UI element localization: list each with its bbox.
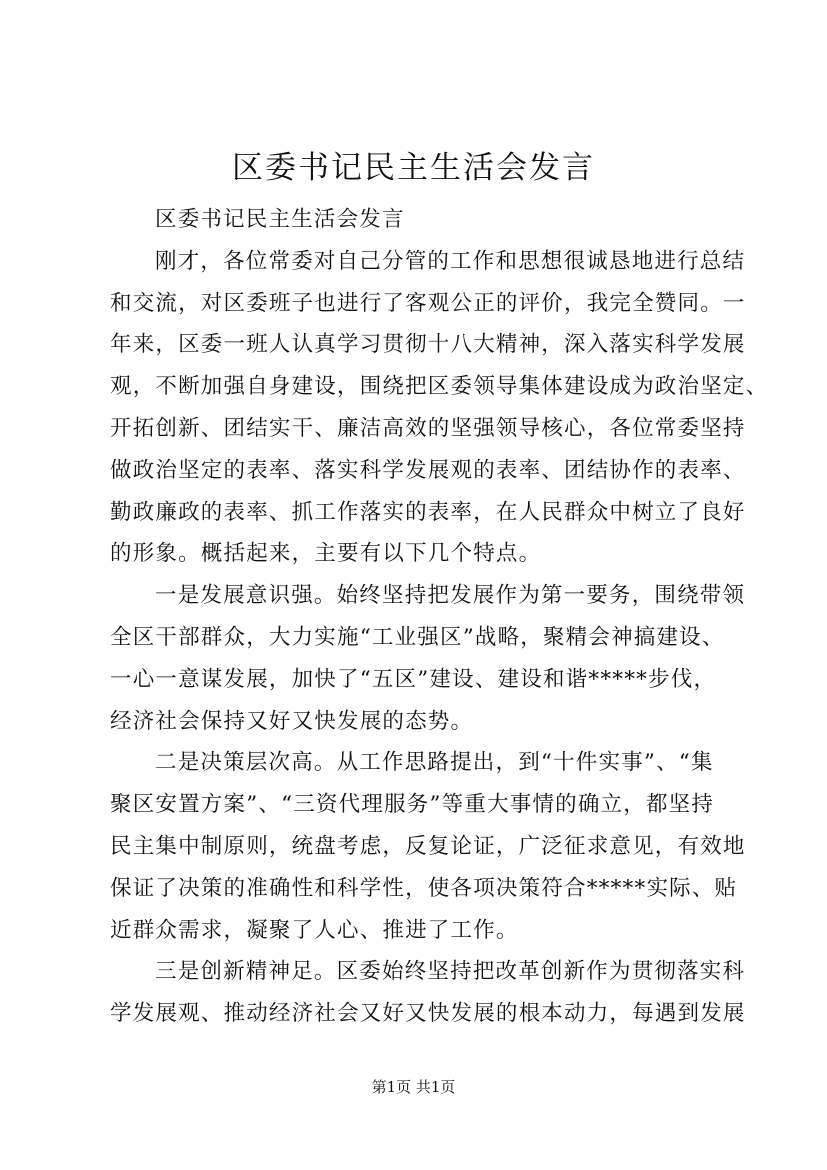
text-line: 近群众需求，凝聚了人心、推进了工作。 — [110, 917, 519, 943]
text-line: 民主集中制原则，统盘考虑，反复论证，广泛征求意见，有效地 — [110, 833, 746, 859]
document-title: 区委书记民主生活会发言 — [232, 150, 595, 186]
text-line: 的形象。概括起来，主要有以下几个特点。 — [110, 541, 542, 567]
text-line: 和交流，对区委班子也进行了客观公正的评价，我完全赞同。一 — [110, 290, 746, 316]
text-line: 聚区安置方案”、“三资代理服务”等重大事情的确立，都坚持 — [110, 792, 715, 818]
text-line: 观，不断加强自身建设，围绕把区委领导集体建设成为政治坚定、 — [110, 374, 769, 400]
text-line: 一是发展意识强。始终坚持把发展作为第一要务，围绕带领 — [155, 583, 746, 609]
page-footer: 第1页 共1页 — [371, 1078, 456, 1096]
text-line: 二是决策层次高。从工作思路提出，到“十件实事”、“集 — [155, 750, 714, 776]
document-body — [110, 199, 769, 1035]
text-line: 区委书记民主生活会发言 — [155, 207, 405, 232]
text-line: 三是创新精神足。区委始终坚持把改革创新作为贯彻落实科 — [155, 959, 746, 985]
text-line: 勤政廉政的表率、抓工作落实的表率，在人民群众中树立了良好 — [110, 499, 746, 525]
text-line: 保证了决策的准确性和科学性，使各项决策符合*****实际、贴 — [110, 875, 738, 901]
text-line: 学发展观、推动经济社会又好又快发展的根本动力，每遇到发展 — [110, 1001, 746, 1027]
text-line: 一心一意谋发展，加快了“五区”建设、建设和谐*****步伐， — [110, 666, 717, 692]
text-line: 开拓创新、团结实干、廉洁高效的坚强领导核心，各位常委坚持 — [110, 415, 746, 441]
text-line: 年来，区委一班人认真学习贯彻十八大精神，深入落实科学发展 — [110, 332, 746, 358]
text-line: 做政治坚定的表率、落实科学发展观的表率、团结协作的表率、 — [110, 457, 746, 483]
text-line: 全区干部群众，大力实施“工业强区”战略，聚精会神搞建设、 — [110, 624, 725, 650]
text-line: 刚才，各位常委对自己分管的工作和思想很诚恳地进行总结 — [155, 248, 746, 274]
text-line: 经济社会保持又好又快发展的态势。 — [110, 708, 474, 734]
